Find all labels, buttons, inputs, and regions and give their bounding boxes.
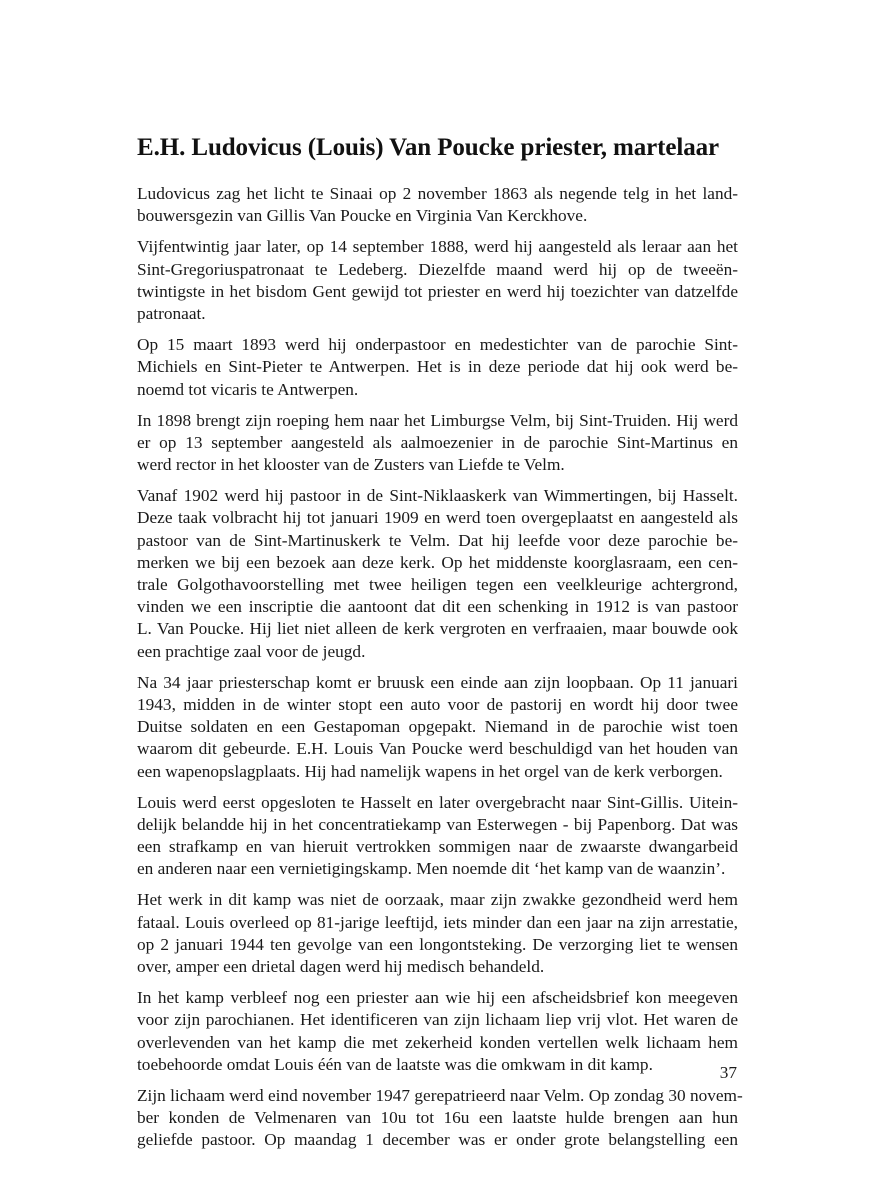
- paragraph: [137, 334, 738, 401]
- paragraph: [137, 1085, 743, 1152]
- text-line: In het kamp verbleef nog een priester aan wie hij een afscheidsbrief kon meegeven: [137, 988, 738, 1008]
- text-line: ber konden de Velmenaren van 10u tot 16u een laatste hulde brengen aan hun: [137, 1108, 738, 1128]
- text-line: Het werk in dit kamp was niet de oorzaak, maar zijn zwakke gezondheid werd hem: [137, 890, 738, 910]
- paragraph: [137, 485, 738, 663]
- text-line: geliefde pastoor. Op maandag 1 december was er onder grote belangstelling een: [137, 1130, 738, 1150]
- text-line: Na 34 jaar priesterschap komt er bruusk een einde aan zijn loopbaan. Op 11 januari: [137, 672, 738, 692]
- text-line: Sint-Gregoriuspatronaat te Ledeberg. Diezelfde maand werd hij op de tweeën-: [137, 259, 738, 279]
- text-line: 1943, midden in de winter stopt een auto voor de pastorij en wordt hij door twee: [137, 694, 738, 714]
- paragraph: [137, 672, 738, 783]
- text-line: merken we bij een bezoek aan deze kerk. Op het middenste koorglasraam, een cen-: [137, 552, 738, 572]
- article-title: E.H. Ludovicus (Louis) Van Poucke priester, martelaar: [137, 134, 719, 161]
- text-line: over, amper een drietal dagen werd hij medisch behandeld.: [137, 957, 545, 976]
- text-line: fataal. Louis overleed op 81-jarige leeftijd, iets minder dan een jaar na zijn arrestatie,: [137, 912, 738, 932]
- article-body: [137, 183, 743, 1152]
- text-line: Louis werd eerst opgesloten te Hasselt en later overgebracht naar Sint-Gillis. Uitein-: [137, 792, 738, 812]
- text-line: voor zijn parochianen. Het identificeren van zijn lichaam liep vrij vlot. Het waren de: [137, 1010, 738, 1030]
- text-line: In 1898 brengt zijn roeping hem naar het Limburgse Velm, bij Sint-Truiden. Hij werd: [137, 410, 738, 430]
- text-line: Vijfentwintig jaar later, op 14 september 1888, werd hij aangesteld als leraar aan het: [137, 237, 738, 257]
- text-line: twintigste in het bisdom Gent gewijd tot priester en werd hij toezichter van datzelfde: [137, 281, 738, 301]
- text-line: delijk belandde hij in het concentratiekamp van Esterwegen - bij Papenborg. Dat was: [137, 814, 738, 834]
- paragraph: [137, 410, 738, 477]
- text-line: werd rector in het klooster van de Zusters van Liefde te Velm.: [137, 455, 565, 475]
- paragraph: [137, 183, 738, 227]
- text-line: Deze taak volbracht hij tot januari 1909 en werd toen overgeplaatst en aangesteld als: [137, 508, 738, 528]
- page-number: 37: [719, 1063, 737, 1082]
- paragraph: [137, 987, 738, 1076]
- text-line: Vanaf 1902 werd hij pastoor in de Sint-Niklaaskerk van Wimmertingen, bij Hasselt.: [137, 486, 738, 506]
- text-line: een strafkamp en van hieruit vertrokken sommigen naar de zwaarste dwangarbeid: [137, 837, 738, 857]
- text-line: op 2 januari 1944 ten gevolge van een longontsteking. De verzorging liet te wensen: [137, 934, 738, 954]
- text-line: waarom dit gebeurde. E.H. Louis Van Poucke werd beschuldigd van het houden van: [137, 739, 738, 759]
- text-line: noemd tot vicaris te Antwerpen.: [137, 379, 359, 399]
- text-line: toebehoorde omdat Louis één van de laatste was die omkwam in dit kamp.: [137, 1054, 653, 1074]
- text-line: Ludovicus zag het licht te Sinaai op 2 november 1863 als negende telg in het land-: [137, 184, 738, 203]
- text-line: bouwersgezin van Gillis Van Poucke en Virginia Van Kerckhove.: [137, 206, 588, 226]
- text-line: en anderen naar een vernietigingskamp. Men noemde dit ‘het kamp van de waanzin’.: [137, 859, 726, 879]
- text-line: trale Golgothavoorstelling met twee heiligen tegen een veelkleurige achtergrond,: [137, 575, 738, 594]
- text-line: Duitse soldaten en een Gestapoman opgepakt. Niemand in de parochie wist toen: [137, 717, 738, 737]
- text-line: L. Van Poucke. Hij liet niet alleen de kerk vergroten en verfraaien, maar bouwde ook: [137, 619, 738, 639]
- text-line: er op 13 september aangesteld als aalmoezenier in de parochie Sint-Martinus en: [137, 432, 738, 452]
- text-line: patronaat.: [137, 303, 206, 323]
- text-line: een wapenopslagplaats. Hij had namelijk wapens in het orgel van de kerk verborgen.: [137, 761, 723, 781]
- text-line: vinden we een inscriptie die aantoont dat dit een schenking in 1912 is van pastoor: [137, 597, 738, 617]
- text-line: een prachtige zaal voor de jeugd.: [137, 641, 366, 661]
- text-line: Zijn lichaam werd eind november 1947 gerepatrieerd naar Velm. Op zondag 30 novem-: [137, 1085, 743, 1105]
- text-line: Op 15 maart 1893 werd hij onderpastoor en medestichter van de parochie Sint-: [137, 335, 738, 355]
- page-body: [137, 133, 743, 1161]
- text-line: overlevenden van het kamp die met zekerheid konden vertellen welk lichaam hem: [137, 1032, 738, 1052]
- paragraph: [137, 889, 738, 978]
- text-line: Michiels en Sint-Pieter te Antwerpen. Het is in deze periode dat hij ook werd be-: [137, 357, 738, 377]
- paragraph: [137, 792, 738, 881]
- text-line: pastoor van de Sint-Martinuskerk te Velm. Dat hij leefde voor deze parochie be-: [137, 530, 738, 550]
- paragraph: [137, 236, 738, 325]
